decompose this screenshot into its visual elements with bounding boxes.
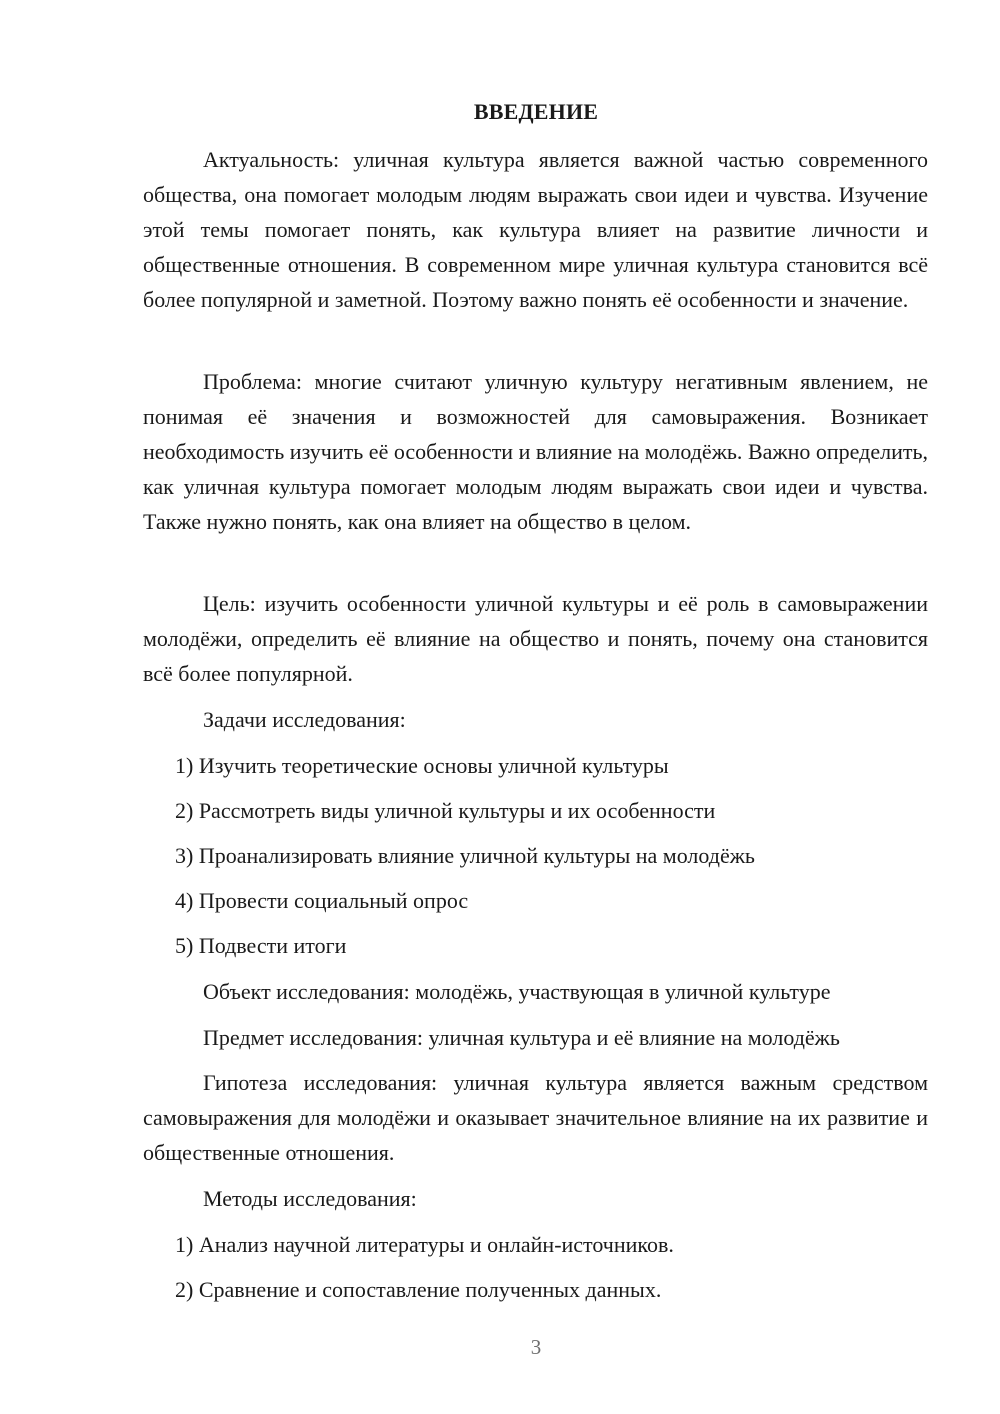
research-object: Объект исследования: молодёжь, участвующая в уличной культуре xyxy=(203,979,831,1004)
tasks-heading: Задачи исследования: xyxy=(203,707,406,732)
task-item-3: 3) Проанализировать влияние уличной культуры на молодёжь xyxy=(175,843,755,868)
task-item-1: 1) Изучить теоретические основы уличной культуры xyxy=(175,753,669,778)
problem-paragraph: Проблема: многие считают уличную культуру негативным явлением, не понимая её значения и возможностей для самовыражения. Возникает необходимость изучить её особенности и влияние на молодёжь. Важно определить, как уличная культура помогает молодым людям выражать свои идеи и чувства. Также нужно понять, как она влияет на общество в целом. xyxy=(143,369,928,534)
task-item-4: 4) Провести социальный опрос xyxy=(175,888,469,913)
relevance-paragraph: Актуальность: уличная культура является важной частью современного общества, она помогает молодым людям выражать свои идеи и чувства. Изучение этой темы помогает понять, как культура влияет на развитие личности и общественные отношения. В современном мире уличная культура становится всё более популярной и заметной. Поэтому важно понять её особенности и значение. xyxy=(143,147,928,312)
task-item-5: 5) Подвести итоги xyxy=(175,933,347,958)
hypothesis-paragraph: Гипотеза исследования: уличная культура является важным средством самовыражения для молодёжи и оказывает значительное влияние на их развитие и общественные отношения. xyxy=(143,1070,928,1165)
task-item-2: 2) Рассмотреть виды уличной культуры и их особенности xyxy=(175,798,716,823)
page-number: 3 xyxy=(530,1335,542,1359)
method-item-2: 2) Сравнение и сопоставление полученных данных. xyxy=(175,1277,662,1302)
methods-heading: Методы исследования: xyxy=(203,1186,417,1211)
method-item-1: 1) Анализ научной литературы и онлайн-источников. xyxy=(175,1232,674,1257)
page-title: ВВЕДЕНИЕ xyxy=(473,99,599,124)
research-subject: Предмет исследования: уличная культура и её влияние на молодёжь xyxy=(203,1025,840,1050)
goal-paragraph: Цель: изучить особенности уличной культуры и её роль в самовыражении молодёжи, определить её влияние на общество и понять, почему она становится всё более популярной. xyxy=(143,591,928,686)
